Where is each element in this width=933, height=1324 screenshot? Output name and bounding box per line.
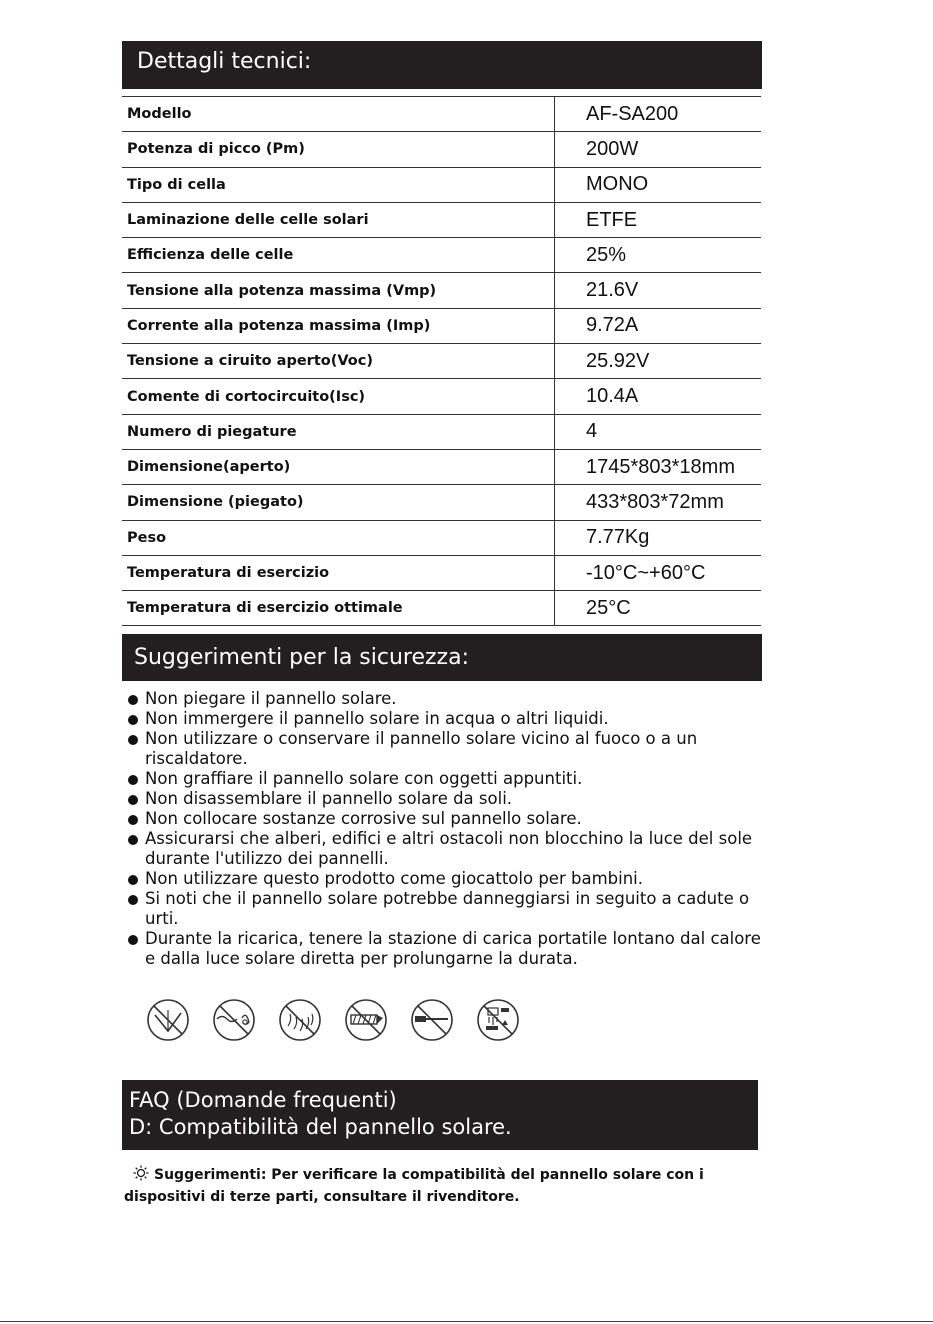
safety-item: Si noti che il pannello solare potrebbe danneggiarsi in seguito a cadute o urti. — [128, 889, 768, 929]
no-sharp-objects-icon — [344, 998, 388, 1042]
spec-value: 4 — [555, 414, 762, 449]
faq-tip — [124, 1164, 764, 1208]
spec-label: Potenza di picco (Pm) — [122, 132, 555, 167]
no-heat-icon — [278, 998, 322, 1042]
spec-value: ETFE — [555, 202, 762, 237]
spec-value: MONO — [555, 167, 762, 202]
spec-label: Tipo di cella — [122, 167, 555, 202]
spec-row — [122, 97, 761, 132]
sun-icon — [132, 1165, 150, 1181]
spec-label: Temperatura di esercizio ottimale — [122, 591, 555, 626]
spec-label: Temperatura di esercizio — [122, 555, 555, 590]
safety-item: Non disassemblare il pannello solare da soli. — [128, 789, 768, 809]
spec-value: 1745*803*18mm — [555, 449, 762, 484]
safety-title: Suggerimenti per la sicurezza: — [134, 645, 469, 670]
faq-title: FAQ (Domande frequenti) — [129, 1088, 397, 1112]
page-bottom-rule — [0, 1321, 933, 1322]
specs-header — [122, 41, 762, 89]
spec-label: Dimensione(aperto) — [122, 449, 555, 484]
spec-value: 200W — [555, 132, 762, 167]
spec-label: Corrente alla potenza massima (Imp) — [122, 308, 555, 343]
faq-header — [122, 1080, 758, 1150]
spec-value: 25°C — [555, 591, 762, 626]
faq-tip-text: Suggerimenti: Per verificare la compatibilità del pannello solare con i dispositivi di terze parti, consultare il rivenditore. — [124, 1167, 704, 1205]
spec-row — [122, 202, 761, 237]
spec-value: 7.77Kg — [555, 520, 762, 555]
spec-row — [122, 132, 761, 167]
spec-row — [122, 344, 761, 379]
specs-table — [122, 96, 761, 626]
spec-value: 433*803*72mm — [555, 485, 762, 520]
spec-row — [122, 485, 761, 520]
spec-row — [122, 555, 761, 590]
spec-label: Laminazione delle celle solari — [122, 202, 555, 237]
safety-item: Non piegare il pannello solare. — [128, 689, 768, 709]
spec-label: Tensione alla potenza massima (Vmp) — [122, 273, 555, 308]
spec-row — [122, 167, 761, 202]
spec-value: 10.4A — [555, 379, 762, 414]
warning-icon-row — [146, 998, 526, 1042]
no-disassembly-icon — [410, 998, 454, 1042]
safety-header — [122, 634, 762, 681]
spec-label: Tensione a ciruito aperto(Voc) — [122, 344, 555, 379]
spec-row — [122, 308, 761, 343]
spec-value: 25.92V — [555, 344, 762, 379]
spec-value: 9.72A — [555, 308, 762, 343]
spec-value: -10°C~+60°C — [555, 555, 762, 590]
spec-row — [122, 379, 761, 414]
safety-item: Non utilizzare questo prodotto come giocattolo per bambini. — [128, 869, 768, 889]
safety-item: Non collocare sostanze corrosive sul pannello solare. — [128, 809, 768, 829]
faq-question: D: Compatibilità del pannello solare. — [129, 1115, 512, 1139]
spec-value: AF-SA200 — [555, 97, 762, 132]
spec-label: Modello — [122, 97, 555, 132]
spec-label: Comente di cortocircuito(Isc) — [122, 379, 555, 414]
safety-list — [128, 689, 768, 969]
spec-label: Peso — [122, 520, 555, 555]
spec-row — [122, 273, 761, 308]
spec-label: Numero di piegature — [122, 414, 555, 449]
spec-row — [122, 449, 761, 484]
safety-item: Durante la ricarica, tenere la stazione di carica portatile lontano dal calore e dalla luce solare diretta per prolungarne la durata. — [128, 929, 768, 969]
safety-item: Non immergere il pannello solare in acqua o altri liquidi. — [128, 709, 768, 729]
no-water-icon — [212, 998, 256, 1042]
safety-item: Non graffiare il pannello solare con oggetti appuntiti. — [128, 769, 768, 789]
safety-item: Non utilizzare o conservare il pannello solare vicino al fuoco o a un riscaldatore. — [128, 729, 768, 769]
spec-label: Dimensione (piegato) — [122, 485, 555, 520]
no-folding-icon — [146, 998, 190, 1042]
spec-value: 21.6V — [555, 273, 762, 308]
spec-row — [122, 520, 761, 555]
no-corrosive-icon — [476, 998, 520, 1042]
spec-row — [122, 238, 761, 273]
specs-title: Dettagli tecnici: — [137, 49, 312, 74]
spec-row — [122, 591, 761, 626]
spec-row — [122, 414, 761, 449]
spec-label: Efficienza delle celle — [122, 238, 555, 273]
safety-item: Assicurarsi che alberi, edifici e altri ostacoli non blocchino la luce del sole durante l'utilizzo dei pannelli. — [128, 829, 768, 869]
spec-value: 25% — [555, 238, 762, 273]
